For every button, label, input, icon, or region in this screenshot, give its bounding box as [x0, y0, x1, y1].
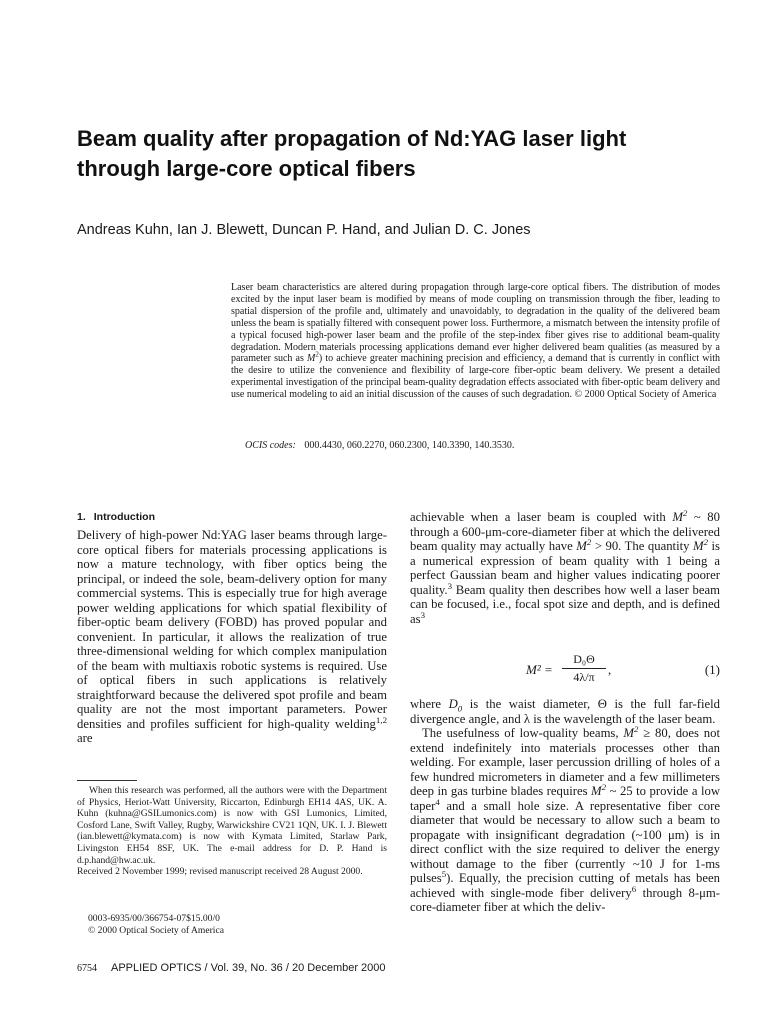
abstract-m-symbol: M	[307, 353, 316, 365]
intro-text: is a numerical expression of beam quality with 1 being a perfect Gaussian beam and higher values indicating poorer quality.	[410, 539, 720, 597]
equation-comma: ,	[608, 662, 612, 677]
m-squared: $M^2$	[623, 723, 639, 740]
ocis-codes	[245, 440, 715, 452]
paragraph-low-quality-beams	[410, 723, 720, 915]
where-text: is the waist diameter, Θ is the full far-field divergence angle, and λ is the wavelength of the laser beam.	[410, 697, 720, 726]
intro-text: ~ 80 through a 600-μm-core-diameter fiber at which the delivered beam quality may actually have	[410, 510, 720, 553]
section-heading	[77, 511, 387, 523]
section-number: 1.	[77, 511, 86, 523]
abstract-text-2: ) to achieve greater machining precision and efficiency, a demand that is currently in conflict with the desire to utilize the convenience and flexibility of large-core fiber-optic beam delivery. We present a detailed experimental investigation of the principal beam-quality degradation effects associated with fiber-optic beam delivery and use numerical modeling to aid an initial discussion of the causes of such degradation. © 2000 Optical Society of America	[231, 353, 721, 401]
page-footer	[77, 962, 477, 974]
body-text: The usefulness of low-quality beams,	[422, 726, 624, 740]
title-line-2: through large-core optical fibers	[77, 156, 416, 181]
affiliation-text: When this research was performed, all the authors were with the Department of Physics, Heriot-Watt University, Riccarton, Edinburgh EH14 4AS, UK. A. Kuhn (kuhna@GSILumonics.com) is now with GSI Lumonics, Limited, Cosford Lane, Swift Valley, Rugby, Warwickshire CV21 1QN, UK. I. J. Blewett (ian.blewett@kymata.com) is now with Kymata Limited, Starlaw Park, Livingston EH54 8SF, UK. The e-mail address for D. P. Hand is d.p.hand@hw.ac.uk.	[77, 785, 387, 866]
equation-number: (1)	[704, 662, 720, 677]
ocis-values: 000.4430, 060.2270, 060.2300, 140.3390, 140.3530.	[304, 440, 515, 451]
citation: 3	[447, 580, 453, 591]
copyright-notice: © 2000 Optical Society of America	[88, 925, 224, 936]
text-after-equation	[410, 697, 720, 915]
ocis-label: OCIS codes:	[245, 440, 296, 451]
citation: 3	[420, 609, 426, 620]
equation-lhs: M² =	[526, 662, 553, 677]
where-text: where	[410, 697, 449, 711]
page-number: 6754	[77, 963, 97, 974]
equation-numerator: D₀Θ	[562, 652, 606, 669]
intro-paragraph-right	[410, 507, 720, 626]
footnote-divider	[77, 780, 137, 781]
m-squared: $M^2$	[693, 536, 709, 553]
affiliation-footnote	[77, 785, 387, 878]
equation-1	[410, 652, 720, 688]
body-text: ~ 25 to provide a low taper	[410, 784, 720, 813]
intro-paragraph-left	[77, 528, 387, 746]
issn-code: 0003-6935/00/366754-07$15.00/0	[88, 913, 220, 924]
intro-text: achievable when a laser beam is coupled with	[410, 510, 673, 524]
m-squared: $M^2$	[672, 507, 688, 524]
equation-denominator: 4λ/π	[573, 670, 595, 684]
section-title: Introduction	[93, 511, 156, 523]
citation: 5	[441, 868, 447, 879]
intro-text: Beam quality then describes how well a laser beam can be focused, i.e., focal spot size and depth, and is defined as	[410, 582, 720, 626]
citation: 6	[631, 883, 637, 894]
body-text: ≥ 80, does not extend indefinitely into materials processes other than welding. For example, laser percussion drilling of holes of a few hundred micrometers in diameter and a few millimeters deep in gas turbine blades requires	[410, 726, 720, 798]
equation-fraction	[562, 652, 606, 685]
received-dates: Received 2 November 1999; revised manuscript received 28 August 2000.	[77, 866, 363, 878]
d0-symbol: $D_0$	[448, 697, 463, 714]
title-line-1: Beam quality after propagation of Nd:YAG laser light	[77, 126, 627, 151]
where-clause	[410, 697, 720, 726]
article-title	[77, 124, 717, 184]
author-list: Andreas Kuhn, Ian J. Blewett, Duncan P. Hand, and Julian D. C. Jones	[77, 222, 531, 238]
journal-citation: APPLIED OPTICS / Vol. 39, No. 36 / 20 December 2000	[111, 962, 386, 974]
abstract	[231, 282, 720, 401]
body-text: and a small hole size. A representative fiber core diameter that would be necessary to allow such a beam to propagate with insignificant degradation (~100 μm) is in direct conflict with the size required to deliver the energy without damage to the fiber (currently ~10 J for 1-ms pulses	[410, 798, 720, 885]
m-squared: $M^2$	[591, 781, 607, 798]
m-squared: $M^2$	[576, 536, 592, 553]
citation: 1,2	[375, 714, 387, 725]
intro-text: Delivery of high-power Nd:YAG laser beams through large-core optical fibers for materials processing applications is now a mature technology, with fiber optics being the principal, or indeed the sole, beam-delivery option for many commercial systems. This is especially true for high average power welding applications for which spatial flexibility of fiber-optic beam delivery (FOBD) has proved popular and convenient. In particular, it allows the realization of true three-dimensional welding for which complex manipulation of the beam with multiaxis robotic systems is required. Use of optical fibers in such applications is relatively straightforward because the delivered spot profile and beam quality are not the most important parameters. Power densities and profiles sufficient for high-quality welding	[77, 528, 387, 731]
intro-text-end: are	[77, 731, 93, 745]
abstract-text-1: Laser beam characteristics are altered during propagation through large-core optical fibers. The distribution of modes excited by the input laser beam is modified by means of mode coupling on transmission through the fiber, leading to spatial dispersion of the profile and, ultimately and unavoidably, to degradation in the quality of the delivered beam unless the beam is spatially filtered with consequent power loss. Furthermore, a mismatch between the intensity profile of a typical focused high-power laser beam and the profile of the step-index fiber gives rise to additional beam-quality degradation. Modern materials processing applications demand ever higher delivered beam qualities (as measured by a parameter such as	[231, 282, 720, 365]
body-text: through 8-μm-core-diameter fiber at which the deliv-	[410, 885, 720, 914]
body-text: ). Equally, the precision cutting of metals has been achieved with single-mode fiber delivery	[410, 871, 720, 900]
intro-text: > 90. The quantity	[591, 539, 693, 553]
abstract-m-exponent: 2	[315, 351, 319, 360]
citation: 4	[435, 796, 440, 807]
